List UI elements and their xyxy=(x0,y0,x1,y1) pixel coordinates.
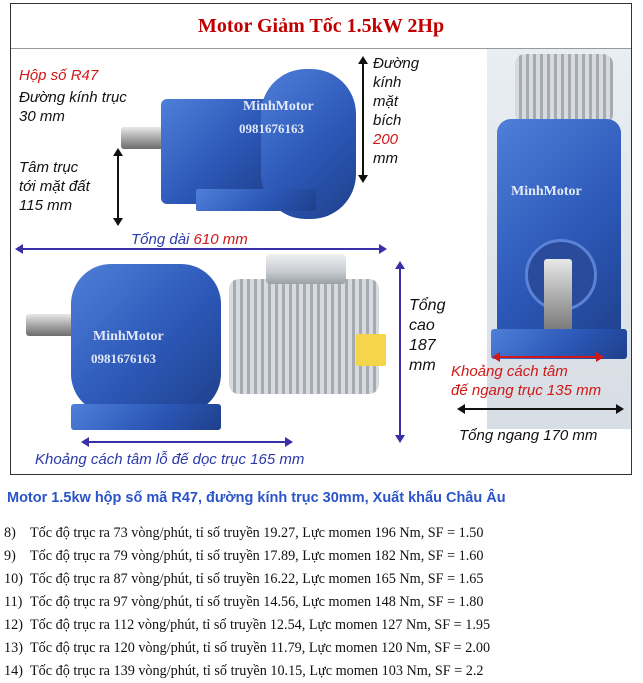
spec-item: 10) Tốc độ trục ra 87 vòng/phút, tỉ số truyền 16.22, Lực momen 165 Nm, SF = 1.65 xyxy=(4,571,484,587)
spec-item: 12) Tốc độ trục ra 112 vòng/phút, tỉ số truyền 12.54, Lực momen 127 Nm, SF = 1.95 xyxy=(4,617,491,633)
spec-item: 9) Tốc độ trục ra 79 vòng/phút, tỉ số truyền 17.89, Lực momen 182 Nm, SF = 1.60 xyxy=(4,548,484,564)
banner-title: Motor Giảm Tốc 1.5kW 2Hp xyxy=(11,4,631,49)
flange-diameter-label: Đường kính mặt bích 200 mm xyxy=(373,55,420,167)
watermark-brand-side: MinhMotor xyxy=(93,329,164,344)
total-height-arrow xyxy=(399,267,401,437)
total-width-label: Tổng ngang 170 mm xyxy=(459,427,598,444)
watermark-brand-right: MinhMotor xyxy=(511,184,582,199)
spec-item: 11) Tốc độ trục ra 97 vòng/phút, tỉ số truyền 14.56, Lực momen 148 Nm, SF = 1.80 xyxy=(4,594,484,610)
spec-list xyxy=(4,522,640,683)
side-foot-icon xyxy=(71,404,221,430)
spec-item: 8) Tốc độ trục ra 73 vòng/phút, tỉ số truyền 19.27, Lực momen 196 Nm, SF = 1.50 xyxy=(4,525,484,541)
floor-height-arrow xyxy=(117,154,119,220)
product-banner xyxy=(10,3,632,475)
base-hole-arrow xyxy=(87,441,287,443)
total-width-arrow xyxy=(463,408,618,410)
watermark-phone-side: 0981676163 xyxy=(91,351,156,366)
shaft-diameter-label: Đường kính trục 30 mm xyxy=(19,89,127,125)
front-foot-icon xyxy=(491,329,627,359)
total-height-label: Tổng cao 187 mm xyxy=(409,297,446,374)
watermark-phone: 0981676163 xyxy=(239,121,304,136)
center-to-floor-label: Tâm trục tới mặt đất 115 mm xyxy=(19,159,90,214)
spec-item: 13) Tốc độ trục ra 120 vòng/phút, tỉ số truyền 11.79, Lực momen 120 Nm, SF = 2.00 xyxy=(4,640,491,656)
gearbox-foot-icon xyxy=(196,189,316,211)
motor-fins-icon xyxy=(515,54,613,124)
front-shaft-icon xyxy=(544,259,572,339)
watermark-brand: MinhMotor xyxy=(243,99,314,114)
gearbox-code-label: Hộp số R47 xyxy=(19,67,99,84)
product-headline: Motor 1.5kw hộp số mã R47, đường kính trục 30mm, Xuất khẩu Châu Âu xyxy=(7,490,506,506)
center-to-base-label: Khoảng cách tâm đế ngang trục 135 mm xyxy=(451,363,602,399)
base-hole-distance-label: Khoảng cách tâm lỗ đế dọc trục 165 mm xyxy=(35,451,305,468)
flange-diameter-arrow xyxy=(362,62,364,177)
total-length-label: Tổng dài 610 mm xyxy=(131,231,248,248)
terminal-box-icon xyxy=(266,254,346,284)
spec-item: 14) Tốc độ trục ra 139 vòng/phút, tỉ số truyền 10.15, Lực momen 103 Nm, SF = 2.2 xyxy=(4,663,484,679)
center-to-base-arrow xyxy=(498,356,598,358)
nameplate-icon xyxy=(356,334,386,366)
